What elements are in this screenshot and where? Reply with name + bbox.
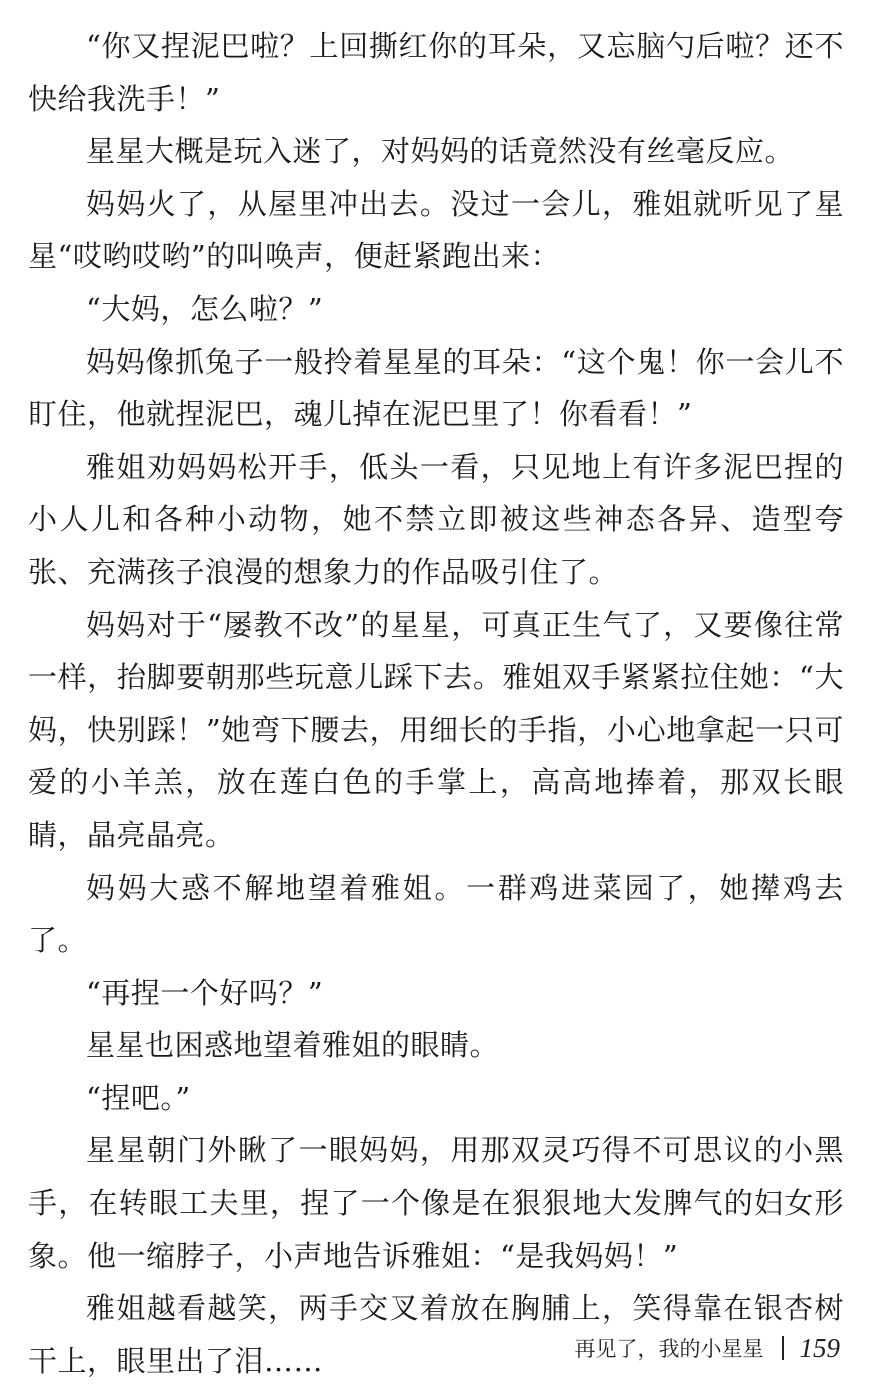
paragraph: 妈妈大惑不解地望着雅姐。一群鸡进菜园了，她撵鸡去了。 bbox=[28, 870, 844, 958]
running-title: 再见了，我的小星星 bbox=[574, 1337, 764, 1361]
footer-divider bbox=[782, 1336, 784, 1360]
paragraph: “大妈，怎么啦？” bbox=[86, 291, 324, 326]
paragraph: 雅姐劝妈妈松开手，低头一看，只见地上有许多泥巴捏的小人儿和各种小动物，她不禁立即被这些神态各异、造型夸张、充满孩子浪漫的想象力的作品吸引住了。 bbox=[28, 449, 844, 589]
paragraph: 妈妈火了，从屋里冲出去。没过一会儿，雅姐就听见了星星“哎哟哎哟”的叫唤声，便赶紧跑出来： bbox=[28, 186, 844, 274]
book-page-body bbox=[28, 20, 844, 1387]
page-number: 159 bbox=[799, 1332, 840, 1363]
paragraph: 星星也困惑地望着雅姐的眼睛。 bbox=[86, 1028, 500, 1063]
paragraph: 星星大概是玩入迷了，对妈妈的话竟然没有丝毫反应。 bbox=[86, 134, 795, 169]
paragraph: 雅姐越看越笑，两手交叉着放在胸脯上，笑得靠在银杏树干上，眼里出了泪…… bbox=[28, 1291, 844, 1378]
paragraph: 妈妈对于“屡教不改”的星星，可真正生气了，又要像往常一样，抬脚要朝那些玩意儿踩下去。雅姐双手紧紧拉住她：“大妈，快别踩！”她弯下腰去，用细长的手指，小心地拿起一只可爱的小羊羔，放在莲白色的手掌上，高高地捧着，那双长眼睛，晶亮晶亮。 bbox=[28, 607, 844, 852]
paragraph: “捏吧。” bbox=[86, 1080, 191, 1115]
paragraph: “你又捏泥巴啦？上回撕红你的耳朵，又忘脑勺后啦？还不快给我洗手！” bbox=[28, 29, 844, 116]
paragraph: “再捏一个好吗？” bbox=[86, 975, 324, 1010]
page-footer bbox=[0, 1328, 840, 1368]
paragraph: 星星朝门外瞅了一眼妈妈，用那双灵巧得不可思议的小黑手，在转眼工夫里，捏了一个像是在狠狠地大发脾气的妇女形象。他一缩脖子，小声地告诉雅姐：“是我妈妈！” bbox=[28, 1133, 844, 1273]
paragraph: 妈妈像抓兔子一般拎着星星的耳朵：“这个鬼！你一会儿不盯住，他就捏泥巴，魂儿掉在泥巴里了！你看看！” bbox=[28, 344, 844, 432]
